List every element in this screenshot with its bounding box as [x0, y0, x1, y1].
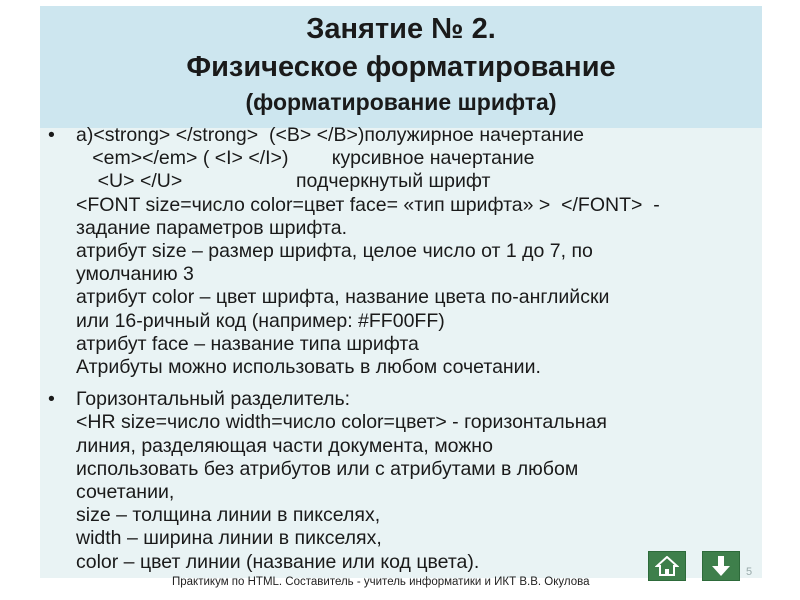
next-slide-button[interactable]	[702, 551, 740, 581]
page-number: 5	[746, 566, 753, 578]
title-line-2: Физическое форматирование	[186, 51, 616, 83]
body-line: <U> </U> подчеркнутый шрифт	[76, 170, 491, 193]
body-line: Атрибуты можно использовать в любом сочетании.	[76, 356, 541, 379]
body-line: сочетании,	[76, 481, 175, 504]
body-line: атрибут size – размер шрифта, целое число от 1 до 7, по	[76, 240, 593, 263]
body-line: задание параметров шрифта.	[76, 216, 348, 239]
body-line: <em></em> ( <I> </I>) курсивное начертание	[76, 147, 535, 170]
footer-text: Практикум по HTML. Составитель - учитель информатики и ИКТ В.В. Окулова	[172, 576, 590, 588]
body-line: использовать без атрибутов или с атрибутами в любом	[76, 457, 579, 480]
bullet-2: •	[48, 388, 55, 411]
title-line-3: (форматирование шрифта)	[245, 89, 557, 115]
body-line: width – ширина линии в пикселях,	[76, 527, 382, 550]
body-line: color – цвет линии (название или код цвета).	[76, 550, 480, 573]
body-line: Горизонтальный разделитель:	[76, 388, 351, 411]
title-line-1: Занятие № 2.	[306, 13, 496, 45]
body-line: линия, разделяющая части документа, можно	[76, 434, 493, 457]
home-button[interactable]	[648, 551, 686, 581]
body-line: или 16-ричный код (например: #FF00FF)	[76, 309, 445, 332]
body-line: атрибут face – название типа шрифта	[76, 332, 419, 355]
body-line: умолчанию 3	[76, 263, 194, 286]
home-icon	[655, 556, 679, 576]
body-line: <HR size=число width=число color=цвет> - горизонтальная	[76, 411, 607, 434]
slide-title	[40, 10, 762, 118]
body-line: size – толщина линии в пикселях,	[76, 504, 381, 527]
slide-body	[48, 124, 772, 574]
body-line: атрибут color – цвет шрифта, название цвета по-английски	[76, 286, 610, 309]
bullet-1: •	[48, 124, 55, 146]
arrow-down-icon	[711, 555, 731, 577]
body-line: а)<strong> </strong> (<B> </B>)полужирное начертание	[76, 124, 584, 146]
body-line: <FONT size=число color=цвет face= «тип шрифта» > </FONT> -	[76, 193, 660, 216]
